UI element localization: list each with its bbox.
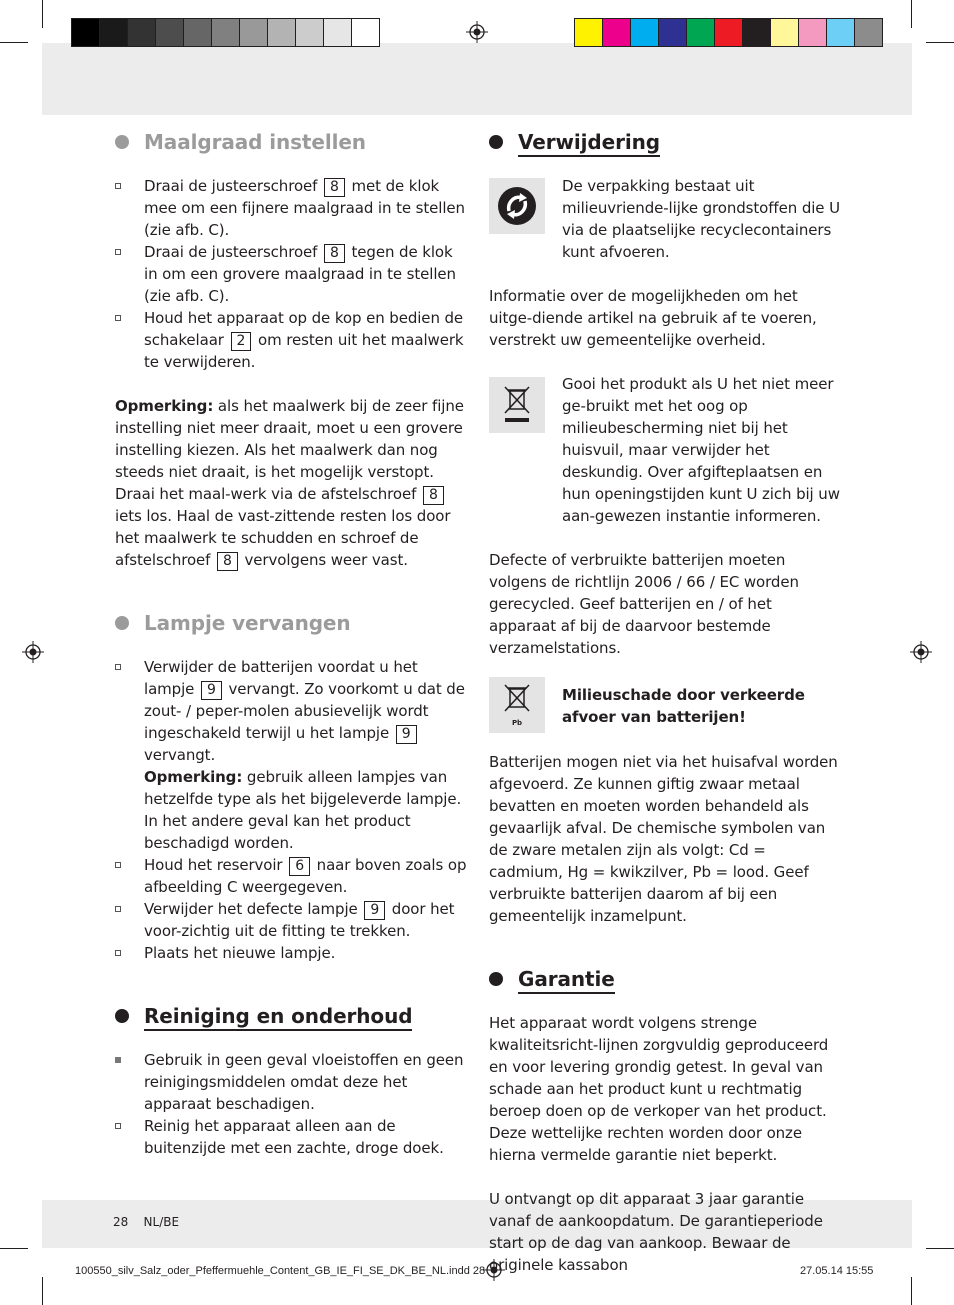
color-swatch	[127, 19, 155, 46]
list-item: Houd het apparaat op de kop en bedien de schakelaar 2 om resten uit het maalwerk te verwijderen.	[115, 307, 467, 373]
crop-mark	[0, 1248, 28, 1249]
color-swatch	[742, 19, 770, 46]
warranty-paragraph-1: Het apparaat wordt volgens strenge kwaliteitsricht-lijnen zorgvuldig geproduceerd en voor levering grondig getest. In geval van schade aan het product kunt u rechtmatig beroep doen op de verkoper van het product. Deze wettelijke rechten worden door onze hierna vermelde garantie niet beperkt.	[489, 1014, 829, 1164]
bullet-dot-icon	[489, 972, 503, 986]
color-swatch	[826, 19, 854, 46]
color-swatch	[798, 19, 826, 46]
color-swatch	[854, 19, 882, 46]
heavy-metals-paragraph: Batterijen mogen niet via het huisafval worden afgevoerd. Ze kunnen giftig zwaar metaal bevatten en moeten worden behandeld als gevaarlijk afval. De chemische symbolen van de zware metalen zijn als volgt: Cd = cadmium, Hg = kwikzilver, Pb = lood. Geef verbruikte batterijen daarom af bij een gemeentelijk inzamelpunt.	[489, 753, 838, 925]
list-item: Plaats het nieuwe lampje.	[115, 942, 467, 964]
color-swatch	[239, 19, 267, 46]
recycling-green-dot-icon	[489, 178, 545, 234]
color-swatch	[323, 19, 351, 46]
color-swatch	[770, 19, 798, 46]
info-paragraph: Informatie over de mogelijkheden om het uitge-diende artikel na gebruik af te voeren, verstrekt uw gemeentelijke overheid.	[489, 287, 817, 349]
grey-calibration-bar	[71, 18, 380, 47]
color-swatch	[267, 19, 295, 46]
list-item: Gebruik in geen geval vloeistoffen en geen reinigingsmiddelen omdat deze het apparaat beschadigen.	[115, 1049, 467, 1115]
disposal-paragraph: Gooi het produkt als U het niet meer ge-bruikt met het oog op milieubescherming niet bij het huisvuil, maar verwijder het deskundig. Over afgifteplaatsen en hun openingstijden kunt U zich bij uw aan-gewezen instantie informeren.	[562, 375, 840, 525]
list-item: Verwijder het defecte lampje 9 door het voor-zichtig uit de fitting te trekken.	[115, 898, 467, 942]
color-calibration-bar	[574, 18, 883, 47]
crop-mark	[911, 0, 912, 28]
bullet-dot-icon	[489, 135, 503, 149]
crop-mark	[911, 1277, 912, 1305]
bullet-dot-icon	[115, 1009, 129, 1023]
list-item: Verwijder de batterijen voordat u het lampje 9 vervangt. Zo voorkomt u dat de zout- / peper-molen abusievelijk wordt ingeschakeld terwijl u het lampje 9 vervangt. Opmerking: gebruik alleen lampjes van hetzelfde type als het bijgeleverde lampje. In het andere geval kan het product beschadigd worden.	[115, 656, 467, 854]
heading-lampje: Lampje vervangen	[115, 611, 467, 635]
heading-maalgraad: Maalgraad instellen	[115, 130, 467, 154]
warranty-paragraph-2: U ontvangt op dit apparaat 3 jaar garantie vanaf de aankoopdatum. De garantieperiode start op de dag van aankoop. Bewaar de originele kassabon	[489, 1190, 823, 1274]
crop-mark	[42, 0, 43, 28]
heading-verwijdering: Verwijdering	[489, 130, 841, 154]
registration-mark-icon	[466, 21, 488, 43]
crossed-bin-icon	[489, 377, 545, 433]
heading-garantie: Garantie	[489, 967, 841, 991]
color-swatch	[658, 19, 686, 46]
bullet-dot-icon	[115, 616, 129, 630]
color-swatch	[155, 19, 183, 46]
color-swatch	[295, 19, 323, 46]
header-band	[42, 43, 912, 115]
color-swatch	[602, 19, 630, 46]
packaging-paragraph: De verpakking bestaat uit milieuvriende-lijke grondstoffen die U via de plaatselijke recyclecontainers kunt afvoeren.	[562, 177, 840, 261]
list-item: Houd het reservoir 6 naar boven zoals op afbeelding C weergegeven.	[115, 854, 467, 898]
note-paragraph: Opmerking: als het maalwerk bij de zeer fijne instelling niet meer draait, moet u een grovere instelling kiezen. Als het maalwerk dan nog steeds niet draait, is het mogelijk verstopt. Draai het maal-werk via de afstelschroef 8 iets los. Haal de vast-zittende resten los door het maalwerk te schudden en schroef de afstelschroef 8 vervolgens weer vast.	[115, 397, 464, 569]
left-column	[115, 130, 467, 1159]
right-column	[489, 130, 841, 1276]
color-swatch	[351, 19, 379, 46]
list-item: Draai de justeerschroef 8 tegen de klok in om een grovere maalgraad in te stellen (zie afb. C).	[115, 241, 467, 307]
crop-mark	[926, 42, 954, 43]
crop-mark	[926, 1248, 954, 1249]
file-slug: 100550_silv_Salz_oder_Pfeffermuehle_Content_GB_IE_FI_SE_DK_BE_NL.indd 28	[75, 1265, 486, 1277]
pb-label: Pb	[512, 719, 522, 727]
page-number: 28 NL/BE	[113, 1215, 180, 1229]
print-stamp: 27.05.14 15:55	[800, 1265, 874, 1277]
color-swatch	[99, 19, 127, 46]
color-swatch	[72, 19, 99, 46]
list-item: Reinig het apparaat alleen aan de buitenzijde met een zachte, droge doek.	[115, 1115, 467, 1159]
color-swatch	[211, 19, 239, 46]
color-swatch	[686, 19, 714, 46]
crop-mark	[0, 42, 28, 43]
crop-mark	[42, 1277, 43, 1305]
battery-bin-icon	[489, 677, 545, 733]
color-swatch	[575, 19, 602, 46]
battery-paragraph: Defecte of verbruikte batterijen moeten volgens de richtlijn 2006 / 66 / EC worden gerecycled. Geef batterijen en / of het apparaat af bij de daarvoor bestemde verzamelstations.	[489, 551, 799, 657]
registration-mark-icon	[22, 641, 44, 663]
heading-reiniging: Reiniging en onderhoud	[115, 1004, 467, 1028]
color-swatch	[183, 19, 211, 46]
warning-text: Milieuschade door verkeerde afvoer van batterijen!	[562, 686, 805, 726]
registration-mark-icon	[910, 641, 932, 663]
list-item: Draai de justeerschroef 8 met de klok mee om een fijnere maalgraad in te stellen (zie afb. C).	[115, 175, 467, 241]
bullet-dot-icon	[115, 135, 129, 149]
color-swatch	[714, 19, 742, 46]
color-swatch	[630, 19, 658, 46]
